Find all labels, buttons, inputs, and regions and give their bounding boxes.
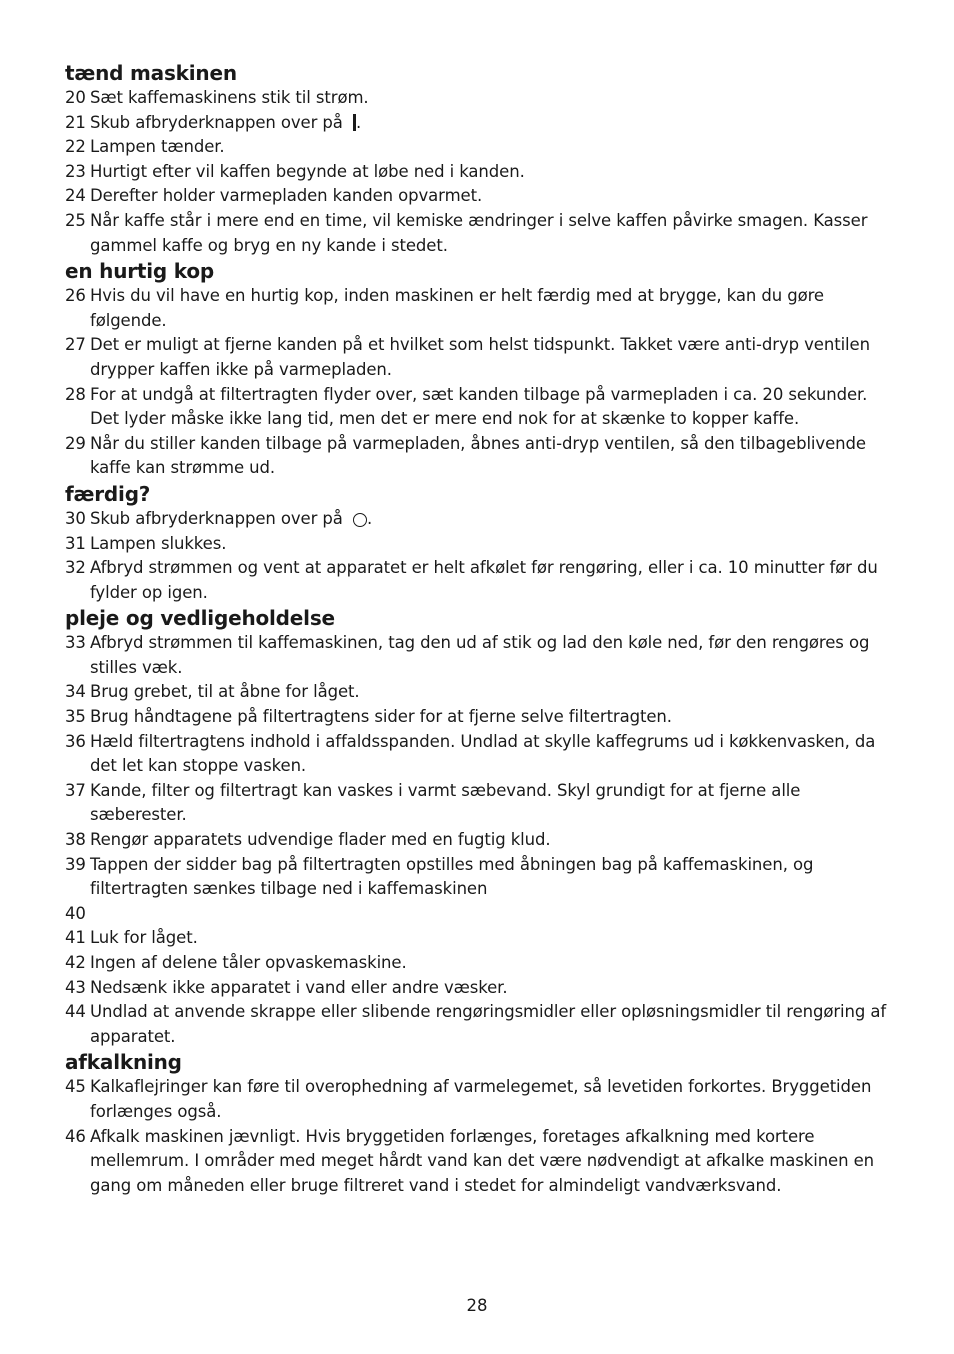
item-number: 33 <box>65 633 86 653</box>
section-heading: færdig? <box>65 481 151 506</box>
section-en-hurtig-kop <box>65 258 895 481</box>
item-number: 45 <box>65 1077 86 1097</box>
list-item <box>65 976 895 1001</box>
list-item <box>65 1000 895 1049</box>
item-number: 20 <box>65 88 86 107</box>
item-number: 30 <box>65 508 86 528</box>
list-item <box>65 333 895 382</box>
item-text: Brug håndtagene på filtertragtens sider for at fjerne selve filtertragten. <box>90 707 672 727</box>
item-number: 26 <box>65 286 86 306</box>
item-text: For at undgå at filtertragten flyder over, sæt kanden tilbage på varmepladen i ca. 20 sekunder. Det lyder måske ikke lang tid, men det er mere end nok for at skænke to kopper kaffe. <box>90 384 868 429</box>
instruction-list <box>65 631 895 1049</box>
item-number: 31 <box>65 533 86 553</box>
item-text: Sæt kaffemaskinens stik til strøm. <box>90 88 369 107</box>
item-text: Afbryd strømmen til kaffemaskinen, tag den ud af stik og lad den køle ned, før den rengøres og stilles væk. <box>90 633 870 677</box>
item-text: Rengør apparatets udvendige flader med en fugtig klud. <box>90 830 551 850</box>
item-number: 44 <box>65 1002 86 1022</box>
instruction-list <box>65 284 895 481</box>
list-item <box>65 828 895 853</box>
item-text: Når du stiller kanden tilbage på varmepladen, åbnes anti-dryp ventilen, så den tilbageblivende kaffe kan strømme ud. <box>90 433 866 478</box>
list-item <box>65 730 895 779</box>
item-text: Tappen der sidder bag på filtertragten opstilles med åbningen bag på kaffemaskinen, og filtertragten sænkes tilbage ned i kaffemaskinen <box>90 854 814 899</box>
list-item <box>65 1075 895 1124</box>
item-text: Nedsænk ikke apparatet i vand eller andre væsker. <box>90 977 508 997</box>
item-text: Derefter holder varmepladen kanden opvarmet. <box>90 186 483 206</box>
item-number: 34 <box>65 682 86 702</box>
item-text: Hurtigt efter vil kaffen begynde at løbe ned i kanden. <box>90 161 525 181</box>
item-text: Kande, filter og filtertragt kan vaskes i varmt sæbevand. Skyl grundigt for at fjerne alle sæberester. <box>90 780 801 825</box>
item-number: 39 <box>65 854 86 874</box>
item-text: Afbryd strømmen og vent at apparatet er helt afkølet før rengøring, eller i ca. 10 minutter før du fylder op igen. <box>90 558 878 602</box>
list-item <box>65 532 895 557</box>
list-item <box>65 284 895 333</box>
page-number: 28 <box>466 1296 488 1315</box>
list-item <box>65 902 895 927</box>
list-item <box>65 631 895 680</box>
item-number: 43 <box>65 977 86 997</box>
item-text: Afkalk maskinen jævnligt. Hvis bryggetiden forlænges, foretages afkalkning med kortere mellemrum. I områder med meget hårdt vand kan det være nødvendigt at afkalke maskinen en gang om måneden eller bruge filtreret vand i stedet for almindeligt vandværksvand. <box>90 1126 875 1195</box>
item-number: 22 <box>65 137 86 157</box>
item-text: Når kaffe står i mere end en time, vil kemiske ændringer i selve kaffen påvirke smagen. Kasser gammel kaffe og bryg en ny kande i stedet. <box>90 210 868 255</box>
item-text-suffix: . <box>366 508 373 528</box>
item-text-suffix: . <box>355 112 362 132</box>
item-number: 46 <box>65 1126 86 1146</box>
list-item <box>65 111 895 136</box>
section-pleje-og-vedligeholdelse <box>65 605 895 1049</box>
item-text: Kalkaflejringer kan føre til overophedning af varmelegemet, så levetiden forkortes. Bryggetiden forlænges også. <box>90 1077 872 1121</box>
item-number: 35 <box>65 707 86 727</box>
item-number: 42 <box>65 953 86 972</box>
list-item <box>65 705 895 730</box>
item-number: 23 <box>65 161 86 181</box>
list-item <box>65 1125 895 1199</box>
document-body <box>65 60 895 1198</box>
item-number: 32 <box>65 558 86 578</box>
item-number: 24 <box>65 186 86 206</box>
item-text: Lampen tænder. <box>90 137 225 157</box>
item-number: 36 <box>65 731 86 751</box>
item-text: Lampen slukkes. <box>90 533 227 553</box>
list-item <box>65 184 895 209</box>
item-number: 40 <box>65 903 86 923</box>
section-heading: afkalkning <box>65 1050 182 1075</box>
instruction-list <box>65 507 895 605</box>
section-heading: pleje og vedligeholdelse <box>65 606 335 631</box>
item-text: Hæld filtertragtens indhold i affaldsspanden. Undlad at skylle kaffegrums ud i køkkenvasken, da det let kan stoppe vasken. <box>90 731 876 776</box>
section-faerdig <box>65 481 895 605</box>
item-number: 38 <box>65 830 86 850</box>
item-text: Brug grebet, til at åbne for låget. <box>90 682 360 702</box>
item-number: 21 <box>65 112 86 132</box>
section-taend-maskinen <box>65 60 895 258</box>
list-item <box>65 853 895 902</box>
list-item <box>65 209 895 258</box>
instruction-list <box>65 86 895 258</box>
list-item <box>65 779 895 828</box>
list-item <box>65 383 895 432</box>
list-item <box>65 556 895 605</box>
list-item <box>65 135 895 160</box>
item-text: Hvis du vil have en hurtig kop, inden maskinen er helt færdig med at brygge, kan du gøre følgende. <box>90 286 824 330</box>
list-item <box>65 926 895 951</box>
section-heading: en hurtig kop <box>65 259 215 284</box>
section-afkalkning <box>65 1049 895 1198</box>
power-off-icon <box>353 513 367 527</box>
list-item <box>65 160 895 185</box>
item-text: Det er muligt at fjerne kanden på et hvilket som helst tidspunkt. Takket være anti-dryp ventilen drypper kaffen ikke på varmepladen. <box>90 335 870 379</box>
item-number: 25 <box>65 210 86 230</box>
item-number: 28 <box>65 384 86 404</box>
list-item <box>65 951 895 976</box>
item-number: 29 <box>65 433 86 453</box>
item-text: Skub afbryderknappen over på <box>90 112 348 132</box>
list-item <box>65 507 895 532</box>
section-heading: tænd maskinen <box>65 61 237 85</box>
item-number: 41 <box>65 928 86 948</box>
item-number: 27 <box>65 335 86 355</box>
item-text: Skub afbryderknappen over på <box>90 508 348 528</box>
list-item <box>65 432 895 481</box>
list-item <box>65 680 895 705</box>
list-item <box>65 86 895 111</box>
item-text: Ingen af delene tåler opvaskemaskine. <box>90 953 407 972</box>
item-text: Undlad at anvende skrappe eller slibende rengøringsmidler eller opløsningsmidler til rengøring af apparatet. <box>90 1002 887 1046</box>
instruction-list <box>65 1075 895 1198</box>
item-number: 37 <box>65 780 86 800</box>
item-text: Luk for låget. <box>90 928 198 948</box>
